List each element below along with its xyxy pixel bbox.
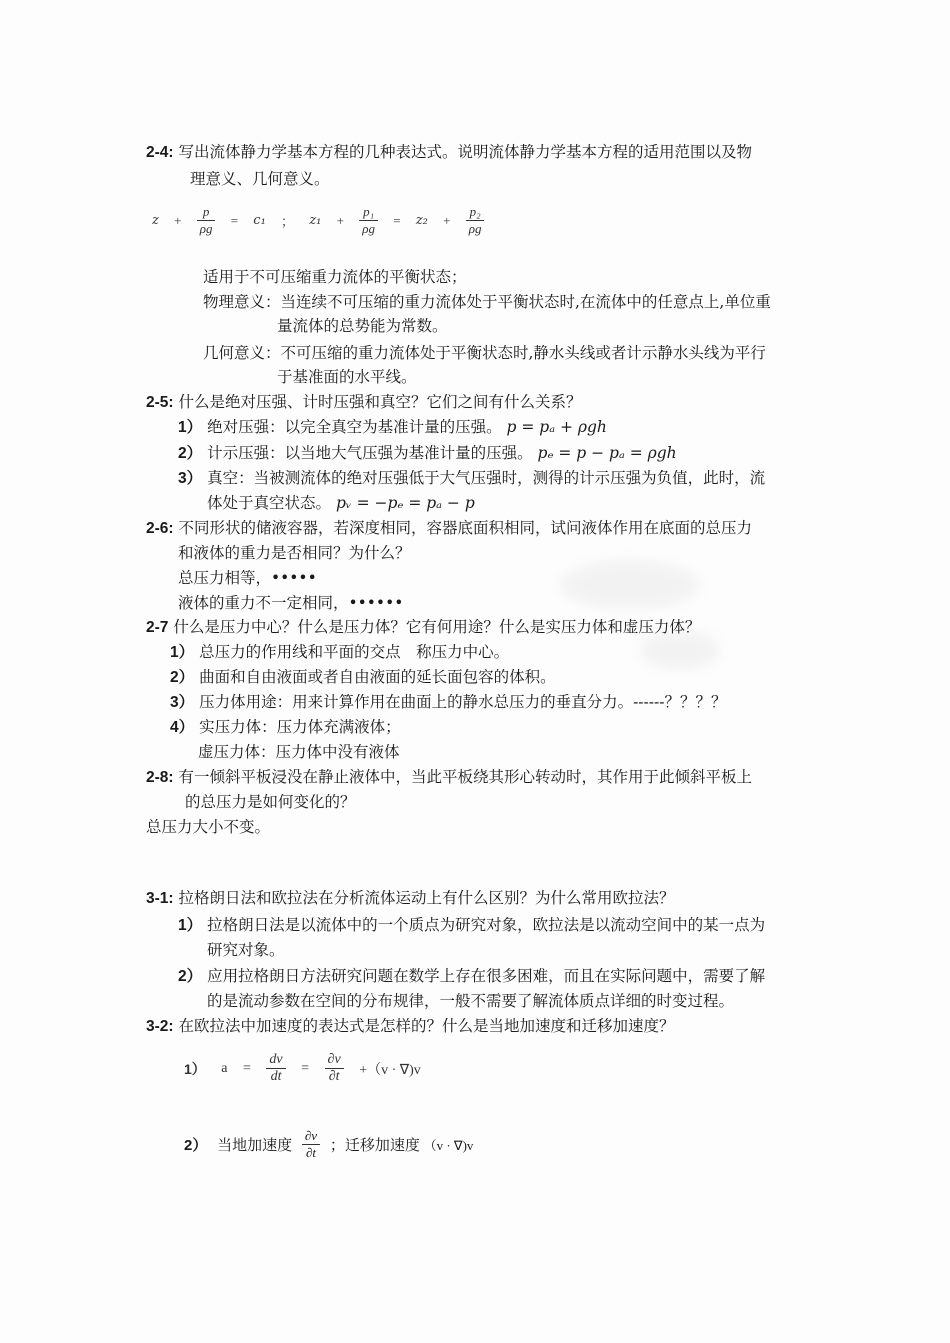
question-2-4: [146, 140, 752, 165]
fraction: $\frac{\partial v}{\partial t}$: [302, 1128, 320, 1161]
list-item-cont: 虚压力体：压力体中没有液体: [198, 743, 400, 761]
question-2-7: [146, 615, 700, 640]
question-2-6: [146, 516, 752, 541]
question-2-5: [146, 390, 582, 415]
answer-line: 总压力大小不变。: [146, 818, 271, 836]
fraction: $\frac{\partial v}{\partial t}$: [325, 1052, 344, 1085]
answer-line: 于基准面的水平线。: [277, 368, 417, 386]
question-3-2: [146, 1014, 675, 1039]
scan-smudge: [560, 560, 700, 610]
answer-line: 物理意义：当连续不可压缩的重力流体处于平衡状态时,在流体中的任意点上,单位重: [203, 293, 771, 311]
question-text: 什么是绝对压强、计时压强和真空？它们之间有什么关系？: [178, 393, 582, 411]
acceleration-terms: 2） 当地加速度 $\frac{\partial v}{\partial t}$ ；迁移加速度 （v · ∇)v: [184, 1128, 474, 1160]
list-item: 3） 压力体用途：用来计算作用在曲面上的静水总压力的垂直分力。------？？？？: [170, 693, 727, 711]
question-2-4-cont: 理意义、几何意义。: [190, 170, 330, 188]
question-2-6-cont: 和液体的重力是否相同？为什么？: [178, 544, 411, 562]
question-number: 2-4:: [146, 144, 174, 161]
list-item: 1） 绝对压强：以完全真空为基准计量的压强。 p = pₐ + ρgh: [178, 418, 607, 436]
list-item: 1） 总压力的作用线和平面的交点 称压力中心。: [170, 643, 510, 661]
fraction: $\frac{\text{p₁}}{\rho g}$: [359, 204, 378, 237]
question-3-1: [146, 886, 675, 911]
list-item: 2） 应用拉格朗日方法研究问题在数学上存在很多困难，而且在实际问题中，需要了解: [178, 967, 766, 985]
question-number: 3-1:: [146, 890, 174, 907]
question-text: 什么是压力中心？什么是压力体？它有何用途？什么是实压力体和虚压力体？: [173, 618, 701, 636]
question-number: 2-5:: [146, 394, 174, 411]
answer-line: 总压力相等，•••••: [178, 569, 317, 587]
question-text: 不同形状的储液容器，若深度相同，容器底面积相同，试问液体作用在底面的总压力: [178, 519, 753, 537]
formula: pᵥ = −pₑ = pₐ − p: [335, 494, 475, 512]
formula: pₑ = p − pₐ = ρgh: [537, 444, 677, 462]
list-item-cont: 体处于真空状态。 pᵥ = −pₑ = pₐ − p: [207, 494, 475, 512]
question-number: 2-7: [146, 619, 169, 636]
hydrostatic-equation: z + $\frac{p}{\rho g}$ = c₁ ； z₁ + $\frac{\text{p₁}}{\rho g}$ = z₂ + $\frac{\text{p₂}}{\rho g}$: [146, 204, 490, 237]
question-text: 有一倾斜平板浸没在静止液体中，当此平板绕其形心转动时，其作用于此倾斜平板上: [178, 768, 753, 786]
answer-line: 量流体的总势能为常数。: [277, 317, 448, 335]
question-number: 2-8:: [146, 769, 174, 786]
list-item-cont: 研究对象。: [207, 941, 285, 959]
question-2-8-cont: 的总压力是如何变化的？: [185, 793, 356, 811]
question-text: 在欧拉法中加速度的表达式是怎样的？什么是当地加速度和迁移加速度？: [178, 1017, 675, 1035]
answer-line: 适用于不可压缩重力流体的平衡状态；: [203, 268, 467, 286]
question-number: 2-6:: [146, 520, 174, 537]
formula: p = pₐ + ρgh: [506, 418, 607, 436]
answer-line: 液体的重力不一定相同，••••••: [178, 594, 404, 612]
list-item: 2） 曲面和自由液面或者自由液面的延长面包容的体积。: [170, 668, 556, 686]
question-number: 3-2:: [146, 1018, 174, 1035]
fraction: $\frac{dv}{dt}$: [266, 1052, 285, 1085]
list-item: 1） 拉格朗日法是以流体中的一个质点为研究对象，欧拉法是以流动空间中的某一点为: [178, 916, 766, 934]
question-2-8: [146, 765, 752, 790]
question-text: 拉格朗日法和欧拉法在分析流体运动上有什么区别？为什么常用欧拉法？: [178, 889, 675, 907]
fraction: $\frac{\text{p₂}}{\rho g}$: [466, 204, 485, 237]
acceleration-equation: 1） a = $\frac{dv}{dt}$ = $\frac{\partial v}{\partial t}$ +（v · ∇)v: [184, 1052, 421, 1084]
list-item: 3） 真空：当被测流体的绝对压强低于大气压强时，测得的计示压强为负值，此时，流: [178, 469, 766, 487]
question-text: 写出流体静力学基本方程的几种表达式。说明流体静力学基本方程的适用范围以及物: [178, 143, 753, 161]
answer-line: 几何意义：不可压缩的重力流体处于平衡状态时,静水头线或者计示静水头线为平行: [203, 344, 766, 362]
list-item-cont: 的是流动参数在空间的分布规律，一般不需要了解流体质点详细的时变过程。: [207, 992, 735, 1010]
list-item: 2） 计示压强：以当地大气压强为基准计量的压强。 pₑ = p − pₐ = ρgh: [178, 444, 677, 462]
fraction: $\frac{p}{\rho g}$: [197, 204, 216, 237]
list-item: 4） 实压力体：压力体充满液体；: [170, 718, 401, 736]
